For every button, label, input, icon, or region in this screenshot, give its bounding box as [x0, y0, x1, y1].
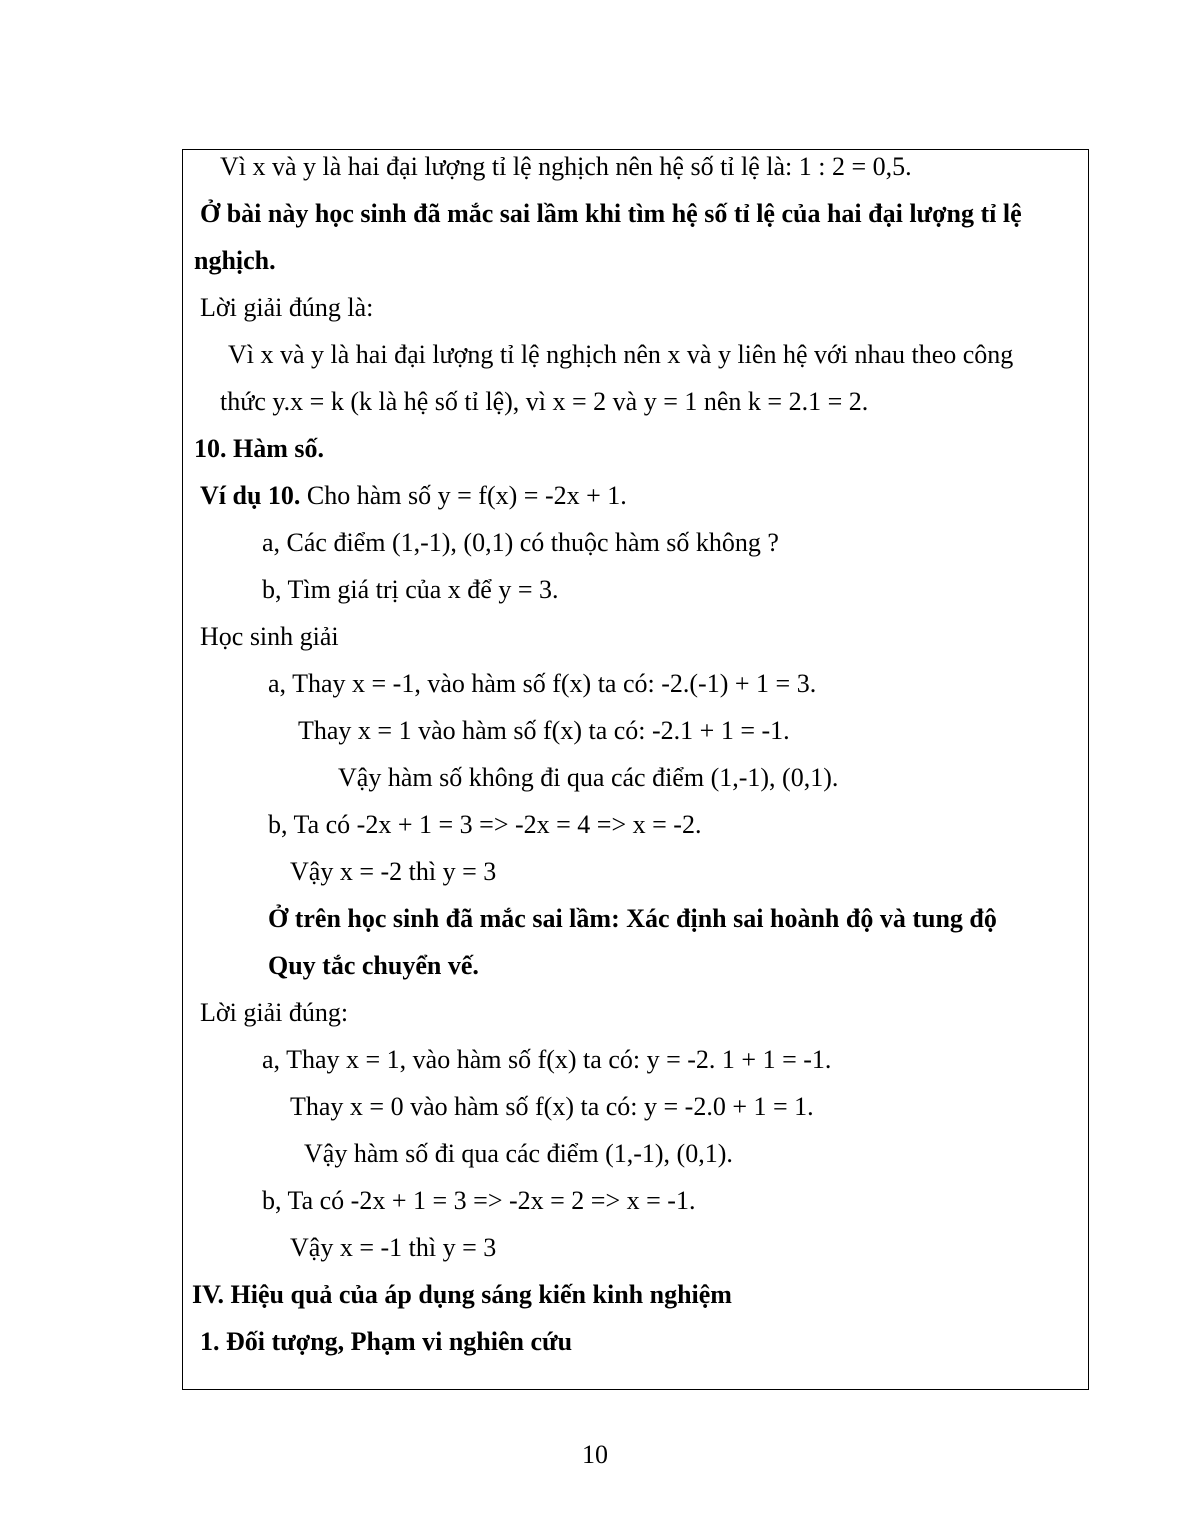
- text-line: Vì x và y là hai đại lượng tỉ lệ nghịch nên hệ số tỉ lệ là: 1 : 2 = 0,5.: [220, 152, 912, 181]
- error-note-cont: nghịch.: [194, 246, 276, 275]
- error-note-cont: Quy tắc chuyển vế.: [268, 951, 479, 980]
- question-a: a, Các điểm (1,-1), (0,1) có thuộc hàm số không ?: [262, 528, 779, 557]
- correct-solution-label: Lời giải đúng:: [200, 998, 349, 1027]
- text-line: Vậy hàm số đi qua các điểm (1,-1), (0,1).: [304, 1139, 733, 1168]
- question-b: b, Tìm giá trị của x để y = 3.: [262, 575, 559, 604]
- section-heading: 10. Hàm số.: [194, 434, 324, 463]
- text-line: b, Ta có -2x + 1 = 3 => -2x = 2 => x = -1.: [262, 1186, 696, 1215]
- example-label: Ví dụ 10.: [200, 481, 301, 510]
- section-heading: IV. Hiệu quả của áp dụng sáng kiến kinh nghiệm: [192, 1280, 732, 1309]
- error-note: Ở bài này học sinh đã mắc sai lầm khi tìm hệ số tỉ lệ của hai đại lượng tỉ lệ: [200, 199, 1022, 228]
- example-line: [200, 481, 627, 511]
- page-number: 10: [582, 1440, 608, 1469]
- text-line: Vì x và y là hai đại lượng tỉ lệ nghịch nên x và y liên hệ với nhau theo công: [228, 340, 1014, 369]
- text-line: thức y.x = k (k là hệ số tỉ lệ), vì x = 2 và y = 1 nên k = 2.1 = 2.: [220, 387, 869, 416]
- text-line: b, Ta có -2x + 1 = 3 => -2x = 4 => x = -2.: [268, 810, 702, 839]
- text-line: Vậy hàm số không đi qua các điểm (1,-1), (0,1).: [338, 763, 839, 792]
- text-line: Thay x = 0 vào hàm số f(x) ta có: y = -2.0 + 1 = 1.: [290, 1092, 814, 1121]
- student-solution-label: Học sinh giải: [200, 622, 339, 651]
- text-line: Thay x = 1 vào hàm số f(x) ta có: -2.1 + 1 = -1.: [298, 716, 790, 745]
- text-line: Vậy x = -2 thì y = 3: [290, 857, 497, 886]
- text-line: a, Thay x = -1, vào hàm số f(x) ta có: -2.(-1) + 1 = 3.: [268, 669, 817, 698]
- text-line: a, Thay x = 1, vào hàm số f(x) ta có: y = -2. 1 + 1 = -1.: [262, 1045, 832, 1074]
- subsection-heading: 1. Đối tượng, Phạm vi nghiên cứu: [200, 1327, 573, 1356]
- text-line: Vậy x = -1 thì y = 3: [290, 1233, 497, 1262]
- correct-solution-label: Lời giải đúng là:: [200, 293, 374, 322]
- example-text: Cho hàm số y = f(x) = -2x + 1.: [300, 481, 627, 510]
- error-note: Ở trên học sinh đã mắc sai lầm: Xác định sai hoành độ và tung độ: [268, 904, 997, 933]
